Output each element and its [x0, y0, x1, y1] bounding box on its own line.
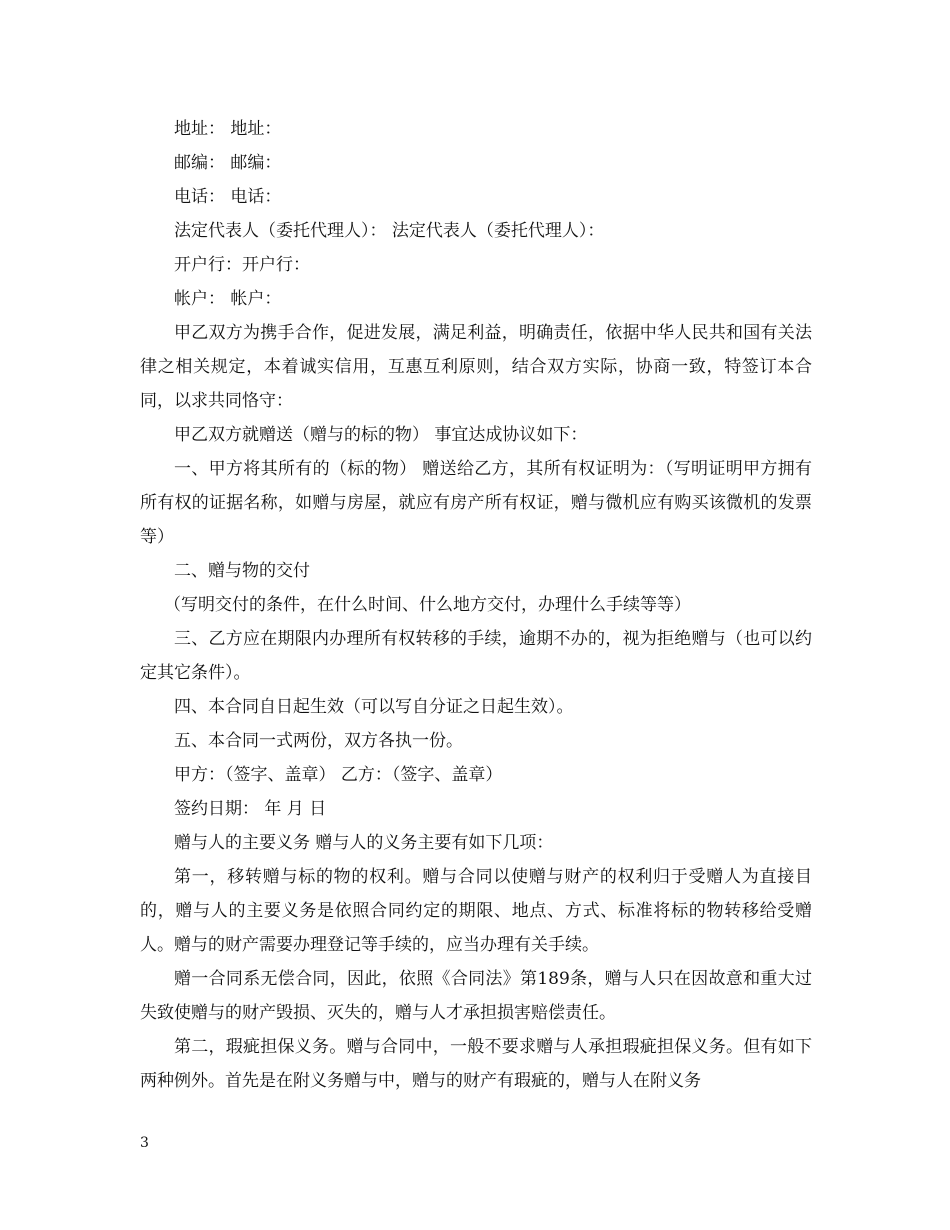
agreement-intro: 甲乙双方就赠送（赠与的标的物） 事宜达成协议如下： [174, 425, 588, 445]
bank-line: 开户行：开户行： [174, 255, 310, 275]
postcode-line: 邮编： 邮编： [174, 153, 282, 173]
clause-5: 五、本合同一式两份，双方各执一份。 [174, 731, 463, 751]
clause-2-detail: （写明交付的条件，在什么时间、什么地方交付，办理什么手续等等） [164, 595, 691, 615]
legal-representative-line: 法定代表人（委托代理人）： 法定代表人（委托代理人）： [174, 221, 605, 241]
contract-preamble: 甲乙双方为携手合作，促进发展，满足利益，明确责任，依据中华人民共和国有关法律之相关规定，本着诚实信用，互惠互利原则，结合双方实际，协商一致，特签订本合同，以求共同恪守： [140, 323, 812, 411]
signing-date-line: 签约日期： 年 月 日 [174, 799, 327, 819]
obligation-1: 第一，移转赠与标的物的权利。赠与合同以使赠与财产的权利归于受赠人为直接目的，赠与人的主要义务是依照合同约定的期限、地点、方式、标准将标的物转移给受赠人。赠与的财产需要办理登记等手续的，应当办理有关手续。 [140, 867, 812, 955]
account-line: 帐户： 帐户： [174, 289, 282, 309]
obligation-2: 第二，瑕疵担保义务。赠与合同中，一般不要求赠与人承担瑕疵担保义务。但有如下两种例外。首先是在附义务赠与中，赠与的财产有瑕疵的，赠与人在附义务 [140, 1037, 812, 1091]
document-body [140, 112, 812, 1098]
page-number: 3 [140, 1135, 149, 1151]
clause-2-title: 二、赠与物的交付 [174, 561, 310, 581]
phone-line: 电话： 电话： [174, 187, 282, 207]
clause-1: 一、甲方将其所有的（标的物） 赠送给乙方，其所有权证明为：（写明证明甲方拥有所有权的证据名称，如赠与房屋，就应有房产所有权证，赠与微机应有购买该微机的发票等） [140, 459, 812, 547]
clause-3: 三、乙方应在期限内办理所有权转移的手续，逾期不办的，视为拒绝赠与（也可以约定其它条件）。 [140, 629, 812, 683]
donor-obligations-heading: 赠与人的主要义务 赠与人的义务主要有如下几项： [174, 833, 554, 853]
address-line: 地址： 地址： [174, 119, 282, 139]
clause-4: 四、本合同自日起生效（可以写自分证之日起生效）。 [174, 697, 574, 717]
obligation-1-note: 赠一合同系无偿合同，因此，依照《合同法》第189条，赠与人只在因故意和重大过失致使赠与的财产毁损、灭失的，赠与人才承担损害赔偿责任。 [140, 969, 812, 1023]
signature-line: 甲方：（签字、盖章） 乙方：（签字、盖章） [174, 765, 503, 785]
